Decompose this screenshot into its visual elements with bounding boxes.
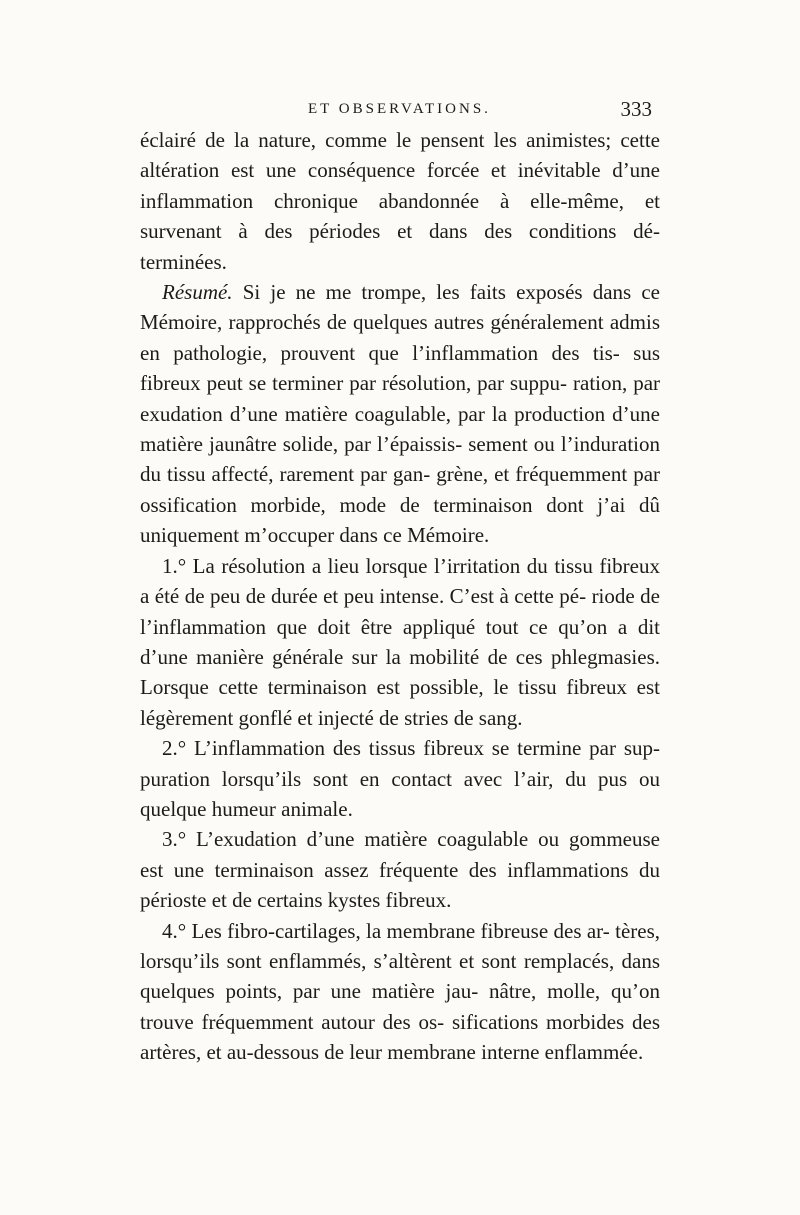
summary-label: Résumé. [162, 280, 233, 305]
text-line: de terminaison dont j’ai dû uniquement m’occuper dans [140, 492, 660, 548]
paragraph-1 [140, 125, 660, 277]
text-line: périoste et de certains kystes fibreux. [140, 888, 452, 913]
text-line: Mémoire, rapprochés de quelques autres généralement [140, 310, 604, 335]
paragraph-fibro-cartilages [140, 916, 660, 1068]
text-line: 2.° L’inflammation des tissus fibreux se termine par sup- [162, 736, 660, 761]
text-line: terminées. [140, 249, 227, 274]
text-line: tissu fibreux est légèrement gonflé et injecté de stries de [140, 675, 660, 730]
text-line: production d’une matière jaunâtre solide, par l’épaissis- [140, 401, 660, 457]
text-line: tères, lorsqu’ils sont enflammés, s’altèrent et sont [140, 918, 661, 973]
text-line: et survenant à des périodes et dans des conditions dé- [140, 188, 660, 244]
text-line: sement ou l’induration du tissu affecté, rarement par gan- [140, 432, 660, 487]
text-line: quelque humeur animale. [140, 796, 353, 821]
page-body [140, 125, 660, 1068]
page-header [140, 97, 652, 127]
text-line: 3.° L’exudation d’une matière coagulable ou gommeuse [162, 827, 660, 852]
text-line: ce Mémoire. [383, 523, 490, 548]
text-line: éclairé de la nature, comme le pensent les animistes; [140, 128, 612, 152]
text-line: riode de l’inflammation que doit être appliqué tout ce [140, 584, 660, 639]
text-line: qu’on a dit d’une manière générale sur la mobilité de ces [140, 614, 660, 669]
text-line: ration, par exudation d’une matière coagulable, par la [140, 371, 661, 426]
text-line: admis en pathologie, prouvent que l’inflammation des tis- [140, 310, 660, 365]
text-line: cette altération est une conséquence forcée et inévitable [140, 128, 660, 183]
text-line: est une terminaison assez fréquente des inflammations du [140, 857, 660, 882]
text-line: sus fibreux peut se terminer par résolution, par suppu- [140, 340, 661, 396]
text-line: 1.° La résolution a lieu lorsque l’irritation du tissu fibreux [162, 553, 660, 578]
paragraph-summary [140, 277, 660, 551]
text-line: remplacés, dans quelques points, par une matière jau- [140, 948, 661, 1004]
text-line: d’une inflammation chronique abandonnée à elle-même, [140, 158, 661, 213]
text-line: grène, et fréquemment par ossification morbide, mode [140, 462, 661, 517]
page-number: 333 [620, 97, 652, 121]
text-line: nâtre, molle, qu’on trouve fréquemment autour des os- [140, 979, 660, 1034]
text-line: phlegmasies. Lorsque cette terminaison est possible, le [140, 644, 661, 700]
paragraph-suppuration [140, 733, 660, 824]
text-line: sifications morbides des artères, et au-dessous de leur [140, 1009, 661, 1065]
paragraph-resolution [140, 551, 660, 733]
text-line: membrane interne enflammée. [387, 1040, 644, 1065]
paragraph-exudation [140, 824, 660, 915]
text-line: 4.° Les fibro-cartilages, la membrane fibreuse des ar- [162, 918, 610, 943]
text-line: a été de peu de durée et peu intense. C’est à cette pé- [140, 584, 587, 609]
text-line: puration lorsqu’ils sont en contact avec l’air, du pus ou [140, 766, 660, 791]
text-line: Si je ne me trompe, les faits exposés dans ce [232, 280, 660, 305]
text-line: sang. [478, 705, 523, 730]
running-title: ET OBSERVATIONS. [308, 101, 491, 117]
